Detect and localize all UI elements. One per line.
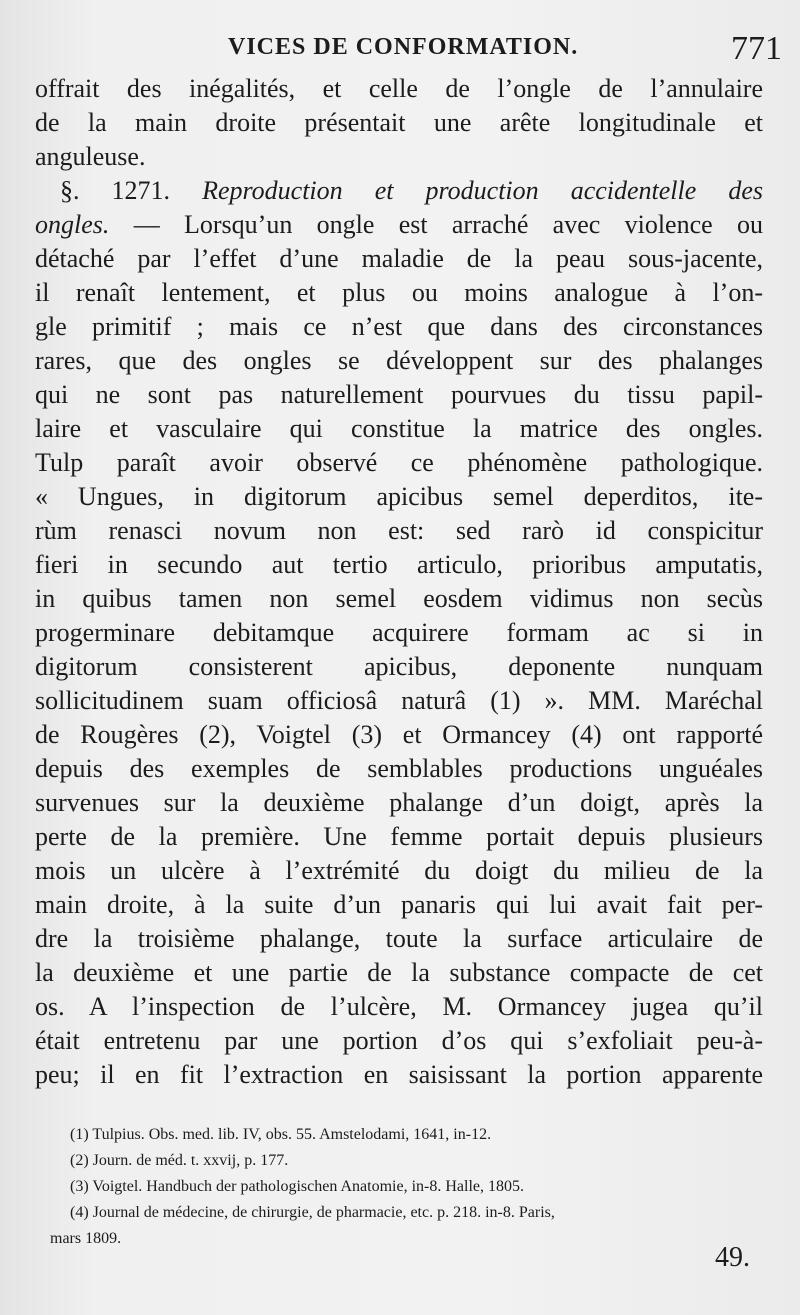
text-line: il renaît lentement, et plus ou moins analogue à l’on- [35, 278, 763, 307]
text-line: anguleuse. [35, 142, 146, 171]
text-line: depuis des exemples de semblables productions unguéales [35, 754, 763, 783]
text-line: la deuxième et une partie de la substance compacte de cet [35, 958, 763, 987]
text-line: progerminare debitamque acquirere formam ac si in [35, 618, 763, 647]
text-line: détaché par l’effet d’une maladie de la peau sous-jacente, [35, 244, 763, 273]
text-line: ongles. — Lorsqu’un ongle est arraché avec violence ou [35, 210, 763, 239]
text-line: os. A l’inspection de l’ulcère, M. Ormancey jugea qu’il [35, 992, 763, 1021]
text-line: de Rougères (2), Voigtel (3) et Ormancey (4) ont rapporté [35, 720, 763, 749]
footnote-1: (1) Tulpius. Obs. med. lib. IV, obs. 55. Amstelodami, 1641, in-12. [70, 1126, 492, 1143]
text-line: sollicitudinem suam officiosâ naturâ (1) ». MM. Maréchal [35, 686, 763, 715]
text-line: rùm renasci novum non est: sed rarò id conspicitur [35, 516, 763, 545]
text-line: dre la troisième phalange, toute la surface articulaire de [35, 924, 763, 953]
text-line: perte de la première. Une femme portait depuis plusieurs [35, 822, 763, 851]
footnote-2: (2) Journ. de méd. t. xxvij, p. 177. [70, 1152, 289, 1169]
page-number: 771 [731, 30, 782, 67]
text-line: in quibus tamen non semel eosdem vidimus non secùs [35, 584, 763, 613]
text-line: gle primitif ; mais ce n’est que dans des circonstances [35, 312, 763, 341]
text-line: peu; il en fit l’extraction en saisissant la portion apparente [35, 1060, 763, 1089]
text-line: laire et vasculaire qui constitue la matrice des ongles. [35, 414, 763, 443]
text-line: qui ne sont pas naturellement pourvues du tissu papil- [35, 380, 763, 409]
running-head [0, 30, 800, 74]
text-line: Tulp paraît avoir observé ce phénomène pathologique. [35, 448, 763, 477]
text-line: mois un ulcère à l’extrémité du doigt du milieu de la [35, 856, 763, 885]
text-line: survenues sur la deuxième phalange d’un doigt, après la [35, 788, 763, 817]
section-heading-line: §. 1271. Reproduction et production accidentelle des [60, 176, 763, 205]
signature-mark: 49. [715, 1242, 750, 1273]
footnote-4: (4) Journal de médecine, de chirurgie, de pharmacie, etc. p. 218. in-8. Paris, [70, 1204, 555, 1221]
text-line: rares, que des ongles se développent sur des phalanges [35, 346, 763, 375]
footnote-4-continuation: mars 1809. [50, 1230, 122, 1247]
text-line: était entretenu par une portion d’os qui s’exfoliait peu-à- [35, 1026, 763, 1055]
text-line: fieri in secundo aut tertio articulo, prioribus amputatis, [35, 550, 763, 579]
footnote-3: (3) Voigtel. Handbuch der pathologischen Anatomie, in-8. Halle, 1805. [70, 1178, 524, 1195]
text-line: main droite, à la suite d’un panaris qui lui avait fait per- [35, 890, 763, 919]
text-line: digitorum consisterent apicibus, deponente nunquam [35, 652, 763, 681]
text-line: « Ungues, in digitorum apicibus semel deperditos, ite- [35, 482, 763, 511]
running-title: VICES DE CONFORMATION. [228, 34, 579, 60]
text-line: offrait des inégalités, et celle de l’ongle de l’annulaire [35, 74, 763, 103]
text-line: de la main droite présentait une arête longitudinale et [35, 108, 763, 137]
